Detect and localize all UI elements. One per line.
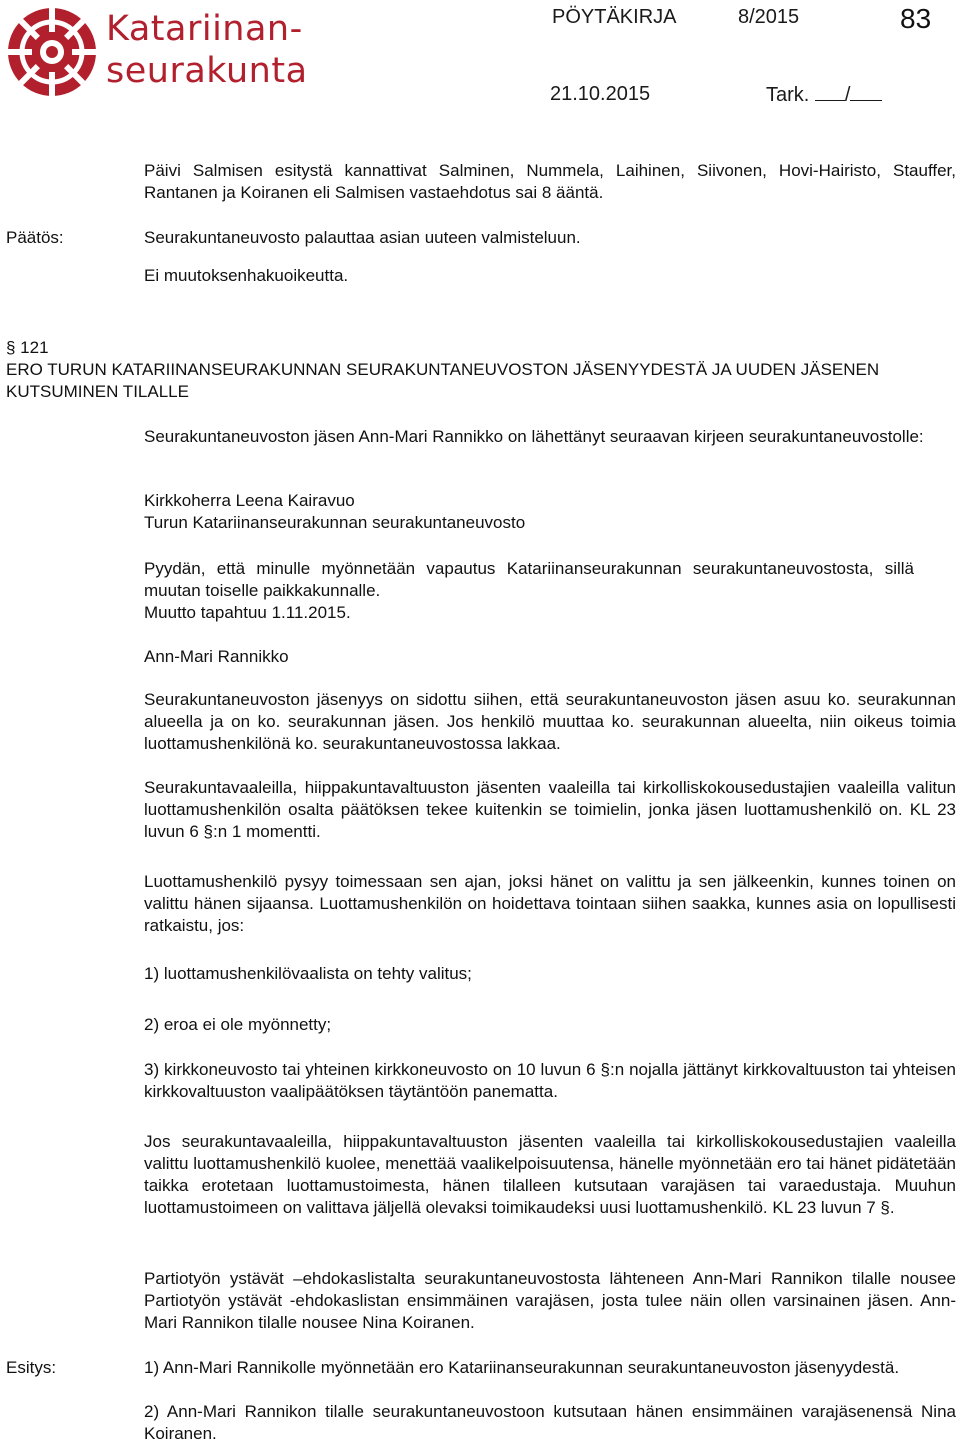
checked-separator: /: [844, 84, 851, 106]
section-title: ERO TURUN KATARIINANSEURAKUNNAN SEURAKUNTANEUVOSTON JÄSENYYDESTÄ JA UUDEN JÄSENEN KUTSUMINEN TILALLE: [6, 360, 880, 401]
document-type: PÖYTÄKIRJA: [552, 6, 677, 28]
parish-emblem-icon: [6, 6, 98, 98]
scout-list-paragraph: Partiotyön ystävät –ehdokaslistalta seurakuntaneuvostosta lähteneen Ann-Mari Rannikon tilalle nousee Partiotyön ystävät -ehdokaslistan ensimmäinen varajäsen, josta tulee näin ollen varsinainen jäsen. Ann-Mari Rannikon tilalle nousee Nina Koiranen.: [144, 1269, 956, 1332]
membership-paragraph: Seurakuntaneuvoston jäsenyys on sidottu siihen, että seurakuntaneuvoston jäsen asuu ko. seurakunnan alueella ja on ko. seurakunnan jäsen. Jos henkilö muuttaa ko. seurakunnan alueelta, niin oikeus toimia luottamushenkilönä ko. seurakuntaneuvostossa lakkaa.: [144, 690, 956, 753]
parish-logo: [6, 6, 306, 106]
document-number: 8/2015: [738, 6, 800, 28]
logo-wordmark: [106, 8, 308, 92]
condition-item-3: 3) kirkkoneuvosto tai yhteinen kirkkoneuvosto on 10 luvun 6 §:n nojalla jättänyt kirkkovaltuuston tai yhteisen kirkkovaltuuston vaalipäätöksen täytäntöön panematta.: [144, 1060, 956, 1101]
section-number: § 121: [6, 338, 49, 357]
appeal-note: Ei muutoksenhakuoikeutta.: [144, 266, 349, 285]
intro-paragraph: Päivi Salmisen esitystä kannattivat Salminen, Nummela, Laihinen, Siivonen, Hovi-Hairisto, Stauffer, Rantanen ja Koiranen eli Salmisen vastaehdotus sai 8 ääntä.: [144, 161, 956, 202]
logo-line-2: seurakunta: [106, 51, 308, 91]
page-number: 83: [900, 3, 932, 34]
move-date: Muutto tapahtuu 1.11.2015.: [144, 603, 351, 622]
term-paragraph: Luottamushenkilö pysyy toimessaan sen ajan, joksi hänet on valittu ja sen jälkeenkin, kunnes toinen on valittu hänen sijaansa. Luottamushenkilön on hoidettava tointaan siihen saakka, kunnes asia on lopullisesti ratkaistu, jos:: [144, 872, 956, 935]
proposal-item-1: 1) Ann-Mari Rannikolle myönnetään ero Katariinanseurakunnan seurakuntaneuvoston jäsenyydestä.: [144, 1358, 900, 1377]
logo-line-1: Katariinan-: [106, 9, 303, 49]
replacement-paragraph: Jos seurakuntavaaleilla, hiippakuntavaltuuston jäsenten vaaleilla tai kirkolliskokousedustajien vaaleilla valittu luottamushenkilö kuolee, menettää vaalikelpoisuutensa, hänelle myönnetään ero tai hänet pidätetään taikka erotetaan luottamustoimesta, hänen tilalleen kutsutaan varajäsen tai varaedustaja. Muuhun luottamustoimeen on valittava jäljellä olevaksi toimikaudeksi uusi luottamushenkilö. KL 23 luvun 7 §.: [144, 1132, 956, 1217]
decision-label: Päätös:: [6, 228, 64, 247]
election-paragraph: Seurakuntavaaleilla, hiippakuntavaltuuston jäsenten vaaleilla tai kirkolliskokousedustajien vaaleilla valitun luottamushenkilön osalta päätöksen tekee kuitenkin se toimielin, jonka jäsen luottamushenkilö on. KL 23 luvun 6 §:n 1 momentti.: [144, 778, 956, 841]
proposal-label: Esitys:: [6, 1358, 57, 1377]
checked-blank-2: [850, 82, 882, 101]
checked-field: [766, 82, 882, 107]
checked-label: Tark.: [766, 84, 810, 106]
letter-signature: Ann-Mari Rannikko: [144, 647, 289, 666]
letter-request: Pyydän, että minulle myönnetään vapautus Katariinanseurakunnan seurakuntaneuvostosta, sillä muutan toiselle paikkakunnalle.: [144, 559, 914, 600]
condition-item-2: 2) eroa ei ole myönnetty;: [144, 1015, 332, 1034]
proposal-item-2: 2) Ann-Mari Rannikon tilalle seurakuntaneuvostoon kutsutaan hänen ensimmäinen varajäsenensä Nina Koiranen.: [144, 1402, 956, 1443]
decision-text: Seurakuntaneuvosto palauttaa asian uuteen valmisteluun.: [144, 228, 581, 247]
letter-addressee-2: Turun Katariinanseurakunnan seurakuntaneuvosto: [144, 513, 526, 532]
letter-addressee-1: Kirkkoherra Leena Kairavuo: [144, 491, 355, 510]
letter-intro: Seurakuntaneuvoston jäsen Ann-Mari Rannikko on lähettänyt seuraavan kirjeen seurakuntaneuvostolle:: [144, 427, 924, 446]
checked-blank-1: [815, 82, 845, 101]
condition-item-1: 1) luottamushenkilövaalista on tehty valitus;: [144, 964, 472, 983]
meeting-date: 21.10.2015: [550, 83, 651, 105]
